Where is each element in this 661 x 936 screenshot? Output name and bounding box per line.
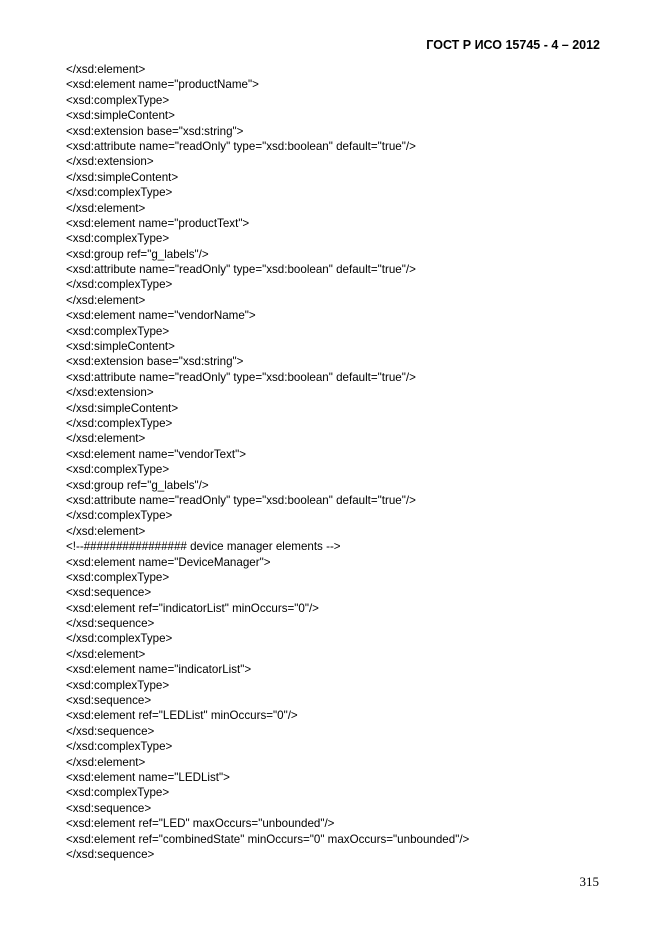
code-line: </xsd:simpleContent> <box>66 401 179 415</box>
code-line: </xsd:extension> <box>66 155 154 169</box>
code-line: </xsd:complexType> <box>66 278 173 292</box>
code-line: <xsd:complexType> <box>66 463 170 477</box>
code-line: <xsd:attribute name="readOnly" type="xsd:boolean" default="true"/> <box>66 139 416 153</box>
code-line: <xsd:element name="indicatorList"> <box>66 663 252 677</box>
code-line: <xsd:element name="productName"> <box>66 78 259 92</box>
code-line: <xsd:sequence> <box>66 586 152 600</box>
code-line: </xsd:complexType> <box>66 632 173 646</box>
code-line: </xsd:sequence> <box>66 847 155 861</box>
code-line: <xsd:simpleContent> <box>66 109 175 123</box>
code-line: <xsd:extension base="xsd:string"> <box>66 355 244 369</box>
code-line: <xsd:element ref="LEDList" minOccurs="0"/> <box>66 709 298 723</box>
code-line: </xsd:complexType> <box>66 740 173 754</box>
code-line: </xsd:simpleContent> <box>66 170 179 184</box>
code-line: <xsd:sequence> <box>66 694 152 708</box>
code-line: <xsd:element name="LEDList"> <box>66 770 230 784</box>
code-line: <xsd:complexType> <box>66 232 170 246</box>
code-line: <xsd:element name="vendorName"> <box>66 309 256 323</box>
code-line: <xsd:element name="productText"> <box>66 216 250 230</box>
page-header: ГОСТ Р ИСО 15745 - 4 – 2012 <box>426 38 600 52</box>
code-line: <xsd:attribute name="readOnly" type="xsd:boolean" default="true"/> <box>66 370 416 384</box>
xsd-code-listing <box>66 62 626 862</box>
code-line: <xsd:element ref="combinedState" minOccurs="0" maxOccurs="unbounded"/> <box>66 832 470 846</box>
code-line: <xsd:group ref="g_labels"/> <box>66 478 209 492</box>
code-line: <xsd:attribute name="readOnly" type="xsd:boolean" default="true"/> <box>66 493 416 507</box>
code-line: </xsd:complexType> <box>66 416 173 430</box>
code-line: <!--################ device manager elements --> <box>66 540 341 554</box>
code-line: </xsd:extension> <box>66 386 154 400</box>
code-line: <xsd:group ref="g_labels"/> <box>66 247 209 261</box>
code-line: <xsd:simpleContent> <box>66 340 175 354</box>
code-line: </xsd:element> <box>66 201 146 215</box>
code-line: </xsd:sequence> <box>66 724 155 738</box>
code-line: <xsd:sequence> <box>66 801 152 815</box>
code-line: </xsd:complexType> <box>66 186 173 200</box>
code-line: </xsd:element> <box>66 432 146 446</box>
code-line: <xsd:complexType> <box>66 324 170 338</box>
code-line: <xsd:complexType> <box>66 570 170 584</box>
code-line: <xsd:complexType> <box>66 786 170 800</box>
code-line: </xsd:element> <box>66 755 146 769</box>
code-line: <xsd:element name="DeviceManager"> <box>66 555 271 569</box>
code-line: </xsd:element> <box>66 524 146 538</box>
code-line: </xsd:element> <box>66 647 146 661</box>
code-line: <xsd:complexType> <box>66 93 170 107</box>
code-line: </xsd:element> <box>66 63 146 76</box>
code-line: <xsd:extension base="xsd:string"> <box>66 124 244 138</box>
code-line: <xsd:element name="vendorText"> <box>66 447 246 461</box>
page-number: 315 <box>579 874 599 889</box>
code-line: <xsd:complexType> <box>66 678 170 692</box>
code-line: <xsd:element ref="indicatorList" minOccurs="0"/> <box>66 601 319 615</box>
code-line: </xsd:element> <box>66 293 146 307</box>
code-line: <xsd:element ref="LED" maxOccurs="unbounded"/> <box>66 817 335 831</box>
code-line: </xsd:complexType> <box>66 509 173 523</box>
code-line: <xsd:attribute name="readOnly" type="xsd:boolean" default="true"/> <box>66 263 416 277</box>
code-line: </xsd:sequence> <box>66 617 155 631</box>
